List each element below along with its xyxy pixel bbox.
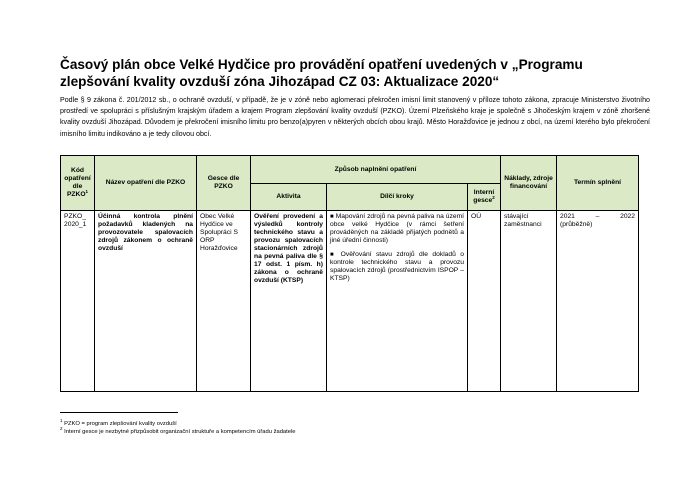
header-interni: Interní gesce$^2$ bbox=[468, 184, 501, 211]
document-title: Časový plán obce Velké Hydčice pro provádění opatření uvedených v „Programu zlepšování kvality ovzduší zóna Jihozápad CZ 03: Aktualizace 2020“ bbox=[60, 57, 583, 89]
cell-termin: 2021 – 2022 (průběžně) bbox=[557, 211, 639, 392]
header-zpusob: Způsob naplnění opatření bbox=[251, 156, 501, 184]
footnote-1: $^1$ PZKO = program zlepšování kvality ovzduší bbox=[60, 418, 177, 427]
cell-interni: OÚ bbox=[468, 211, 501, 392]
header-naklady: Náklady, zdroje financování bbox=[501, 156, 557, 211]
cell-naklady: stávající zaměstnanci bbox=[501, 211, 557, 392]
list-item: ■ Mapování zdrojů na pevná paliva na území obce velké Hydčice (v rámci šetření prováděných na základě přijatých podnětů a jiné úřední činnosti) bbox=[330, 213, 464, 245]
footnote-2: $^2$ Interní gesce je nezbytné přizpůsobit organizační struktuře a kompetencím úřadu žadatele bbox=[60, 426, 296, 435]
cell-kod: PZKO_ 2020_1 bbox=[61, 211, 95, 392]
cell-kroky bbox=[327, 211, 468, 392]
cell-aktivita: Ověření provedení a výsledků kontroly technického stavu a provozu spalovacích stacionárních zdrojů na pevná paliva dle § 17 odst. 1 písm. h) zákona o ochraně ovzduší (KTSP) bbox=[251, 211, 327, 392]
cell-gesce: Obec Velké Hydčice ve Spolupráci S ORP Horažďovice bbox=[197, 211, 251, 392]
plan-table bbox=[60, 155, 639, 392]
header-kod: Kód opatření dle PZKO$^1$ bbox=[61, 156, 95, 211]
list-item: ■ Ověřování stavu zdrojů dle dokladů o kontrole technického stavu a provozu spalovacích zdrojů (prostřednictvím ISPOP – KTSP) bbox=[330, 251, 465, 283]
cell-nazev: Účinná kontrola plnění požadavků kladených na provozovatele spalovacích zdrojů zákonem o ochraně ovzduší bbox=[95, 211, 197, 392]
bullet-icon: ■ bbox=[330, 252, 337, 259]
header-termin: Termín splnění bbox=[557, 156, 639, 211]
header-kroky: Dílčí kroky bbox=[327, 184, 468, 211]
header-nazev: Název opatření dle PZKO bbox=[95, 156, 197, 211]
footnote-divider bbox=[60, 412, 178, 413]
header-gesce: Gesce dle PZKO bbox=[197, 156, 251, 211]
bullet-icon: ■ bbox=[330, 214, 334, 221]
intro-paragraph: Podle § 9 zákona č. 201/2012 sb., o ochraně ovzduší, v případě, že je v zóně nebo aglomeraci překročen imisní limit stanovený v příloze tohoto zákona, zpracuje Ministerstvo životního prostředí ve spolupráci s příslušným krajským úřadem a krajem Program zlepšování kvality ovzduší (PZKO). Území Plzeňského kraje je společně s Jihočeským krajem v zóně zhoršené kvality ovzduší Jihozápad. Důvodem je překročení imisního limitu pro benzo(a)pyren v některých obcích obou krajů. Město Horažďovice je jednou z obcí, na území kterého bylo překročení imisního limitu indikováno a je tedy cílovou obcí. bbox=[60, 96, 650, 138]
table-row bbox=[61, 211, 639, 392]
header-aktivita: Aktivita bbox=[251, 184, 327, 211]
